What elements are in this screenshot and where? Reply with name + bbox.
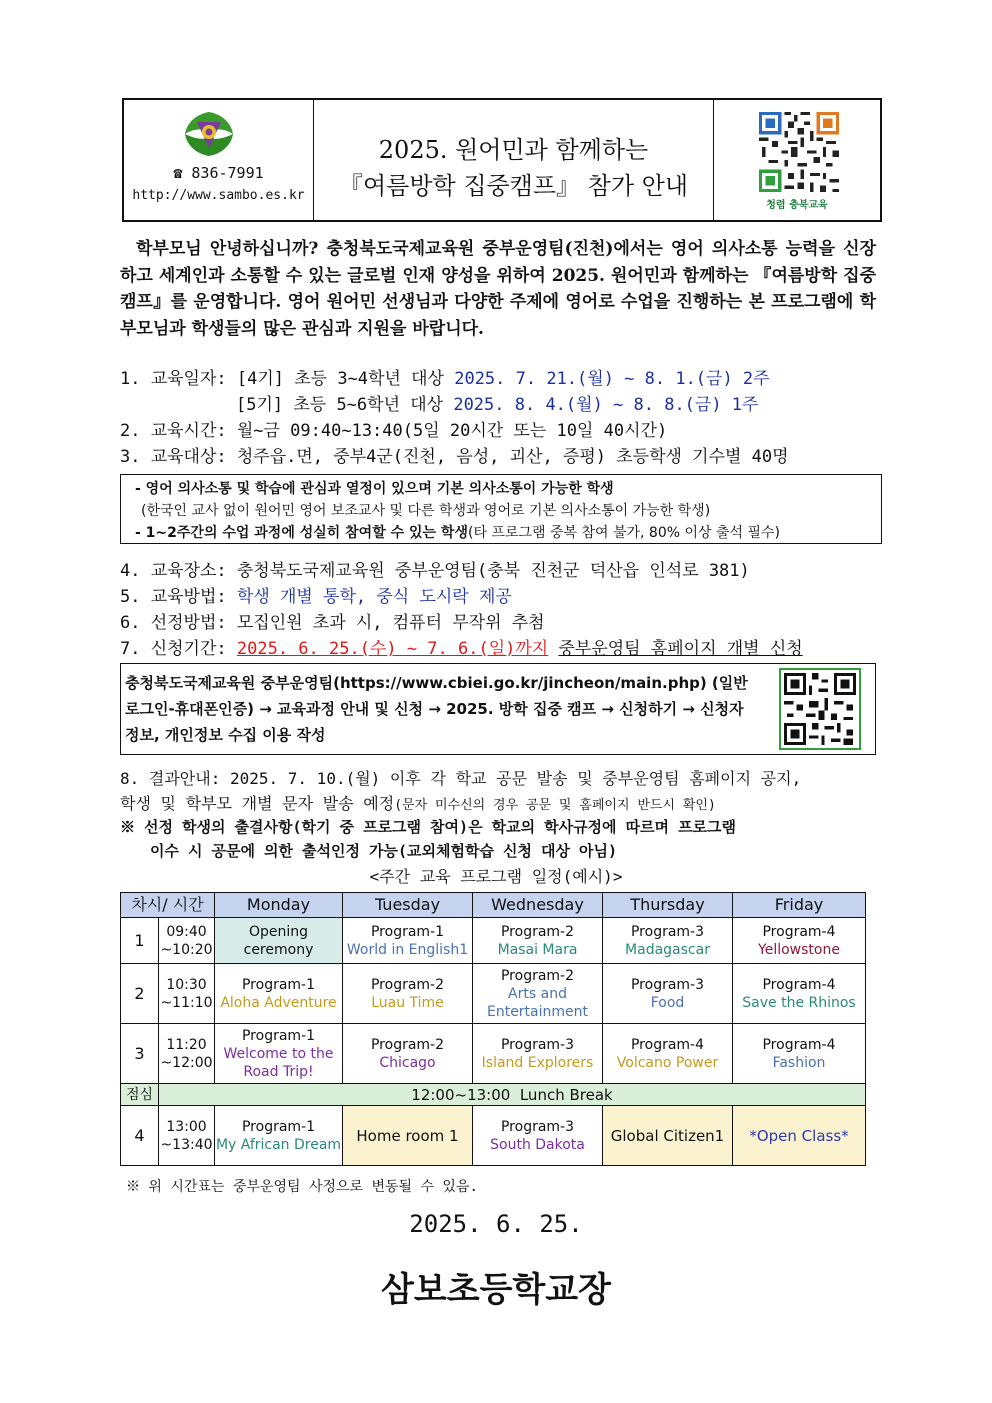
qr-panel (714, 100, 880, 220)
item-1-label: 1. 교육일자: (120, 369, 227, 389)
title-line-1: 2025. 원어민과 함께하는 (378, 136, 649, 164)
program-topic: Chicago (379, 1054, 436, 1071)
program-topic: My African Dream (215, 1136, 342, 1153)
time-start: 11:20 (166, 1036, 207, 1053)
result-2-sub: (문자 미수신의 경우 공문 및 홈페이지 반드시 확인) (394, 798, 716, 813)
period-number: 1 (121, 918, 159, 964)
cell-thu: Global Citizen1 (603, 1106, 733, 1166)
program-no: Program-2 (370, 1036, 445, 1053)
target-note-3 (135, 522, 780, 542)
target-note-1: - 영어 의사소통 및 학습에 관심과 열정이 있으며 기본 의사소통이 가능한 학생 (135, 481, 614, 497)
time-start: 10:30 (166, 976, 207, 993)
program-topic: Aloha Adventure (220, 994, 337, 1011)
cell-tue (343, 1024, 473, 1084)
document-title (314, 100, 714, 220)
item-5-value: 학생 개별 통학, 중식 도시락 제공 (236, 587, 512, 607)
header-period: 차시/ 시간 (121, 893, 215, 918)
cell-mon (215, 964, 343, 1024)
time-end: ~13:40 (160, 1136, 213, 1153)
apply-dates: 2025. 6. 25.(수) ~ 7. 6.(일)까지 (236, 639, 549, 659)
period-number: 4 (121, 1106, 159, 1166)
cell-mon (215, 1024, 343, 1084)
cell-thu (603, 918, 733, 964)
period-number: 2 (121, 964, 159, 1024)
program-no: Program-2 (370, 976, 445, 993)
lunch-label: 점심 (121, 1084, 159, 1106)
session5-dates: 2025. 8. 4.(월) ~ 8. 8.(금) 1주 (453, 395, 759, 415)
lunch-break: 12:00~13:00 Lunch Break (159, 1084, 866, 1106)
header-tuesday: Tuesday (343, 893, 473, 918)
item-8-result-1: 8. 결과안내: 2025. 7. 10.(월) 이후 각 학교 공문 발송 및 중부운영팀 홈페이지 공지, (120, 769, 802, 788)
cell-tue: Home room 1 (343, 1106, 473, 1166)
item-7-apply (120, 634, 803, 659)
program-no: Program-1 (370, 923, 445, 940)
period-time (159, 1106, 215, 1166)
cell-wed (473, 964, 603, 1024)
program-no: Program-1 (241, 1027, 316, 1044)
item-2-time: 2. 교육시간: 월~금 09:40~13:40(5일 20시간 또는 10일 40시간) (120, 421, 668, 441)
cell-wed (473, 1024, 603, 1084)
time-start: 09:40 (166, 923, 207, 940)
apply-steps: 충청북도국제교육원 중부운영팀(https://www.cbiei.go.kr/jincheon/main.php) (일반로그인-휴대폰인증) → 교육과정 안내 및 신청 → 2025. 방학 집중 캠프 → 신청하기 → 신청자 정보, 개인정보 수집 이용 작성 (125, 674, 748, 744)
program-topic: Luau Time (371, 994, 444, 1011)
program-topic: Masai Mara (497, 941, 578, 958)
item-5-method (120, 582, 512, 607)
school-website: http://www.sambo.es.kr (132, 188, 305, 203)
school-info (124, 100, 314, 220)
cell-fri (733, 964, 866, 1024)
table-header-row (121, 893, 866, 918)
cell-fri (733, 1024, 866, 1084)
cell-mon: Opening ceremony (215, 918, 343, 964)
item-4-place: 4. 교육장소: 충청북도국제교육원 중부운영팀(충북 진천군 덕산읍 인석로 381) (120, 561, 750, 581)
time-end: ~11:10 (160, 994, 213, 1011)
session5-target: [5기] 초등 5~6학년 대상 (236, 395, 444, 415)
qr-caption: 청렴 충북교육 (766, 200, 828, 211)
cell-thu (603, 1024, 733, 1084)
program-no: Program-4 (762, 1036, 836, 1053)
program-topic: Volcano Power (616, 1054, 719, 1071)
program-topic: Arts and Entertainment (486, 985, 589, 1020)
lunch-row (121, 1084, 866, 1106)
apply-where: 중부운영팀 홈페이지 개별 신청 (558, 639, 803, 659)
program-topic: Food (650, 994, 685, 1011)
weekly-schedule-table (120, 892, 866, 1166)
apply-qr-code-icon (779, 668, 861, 750)
time-end: ~12:00 (160, 1054, 213, 1071)
program-topic: Island Explorers (481, 1054, 594, 1071)
title-line-2: 『여름방학 집중캠프』 참가 안내 (338, 172, 689, 200)
program-no: Program-3 (630, 923, 705, 940)
cell-tue (343, 918, 473, 964)
program-topic: World in English1 (346, 941, 469, 958)
phone-number: ☎ 836-7991 (173, 164, 264, 182)
schedule-footnote: ※ 위 시간표는 중부운영팀 사정으로 변동될 수 있음. (126, 1179, 478, 1195)
time-start: 13:00 (166, 1118, 207, 1135)
program-no: Program-4 (630, 1036, 705, 1053)
item-1-session5 (236, 390, 758, 415)
header-wednesday: Wednesday (473, 893, 603, 918)
apply-instructions-box (120, 663, 876, 755)
program-no: Program-3 (500, 1036, 575, 1053)
caution-line-2: 이수 시 공문에 의한 출석인정 가능(교외체험학습 신청 대상 아님) (150, 842, 618, 860)
header-box (122, 98, 882, 222)
item-3-target: 3. 교육대상: 청주읍.면, 중부4군(진천, 음성, 괴산, 증평) 초등학생 기수별 40명 (120, 447, 789, 467)
time-end: ~10:20 (160, 941, 213, 958)
header-friday: Friday (733, 893, 866, 918)
table-row (121, 1024, 866, 1084)
intro-paragraph: 학부모님 안녕하십니까? 충청북도국제교육원 중부운영팀(진천)에서는 영어 의사소통 능력을 신장하고 세계인과 소통할 수 있는 글로벌 인재 양성을 위하여 2025. 원어민과 함께하는 『여름방학 집중캠프』를 운영합니다. 영어 원어민 선생님과 다양한 주제에 영어로 수업을 진행하는 본 프로그램에 학부모님과 학생들의 많은 관심과 지원을 바랍니다. (120, 239, 876, 339)
cell-wed (473, 918, 603, 964)
item-7-label: 7. 신청기간: (120, 639, 227, 659)
program-topic: Welcome to the Road Trip! (223, 1045, 334, 1080)
program-topic: South Dakota (490, 1136, 585, 1153)
period-number: 3 (121, 1024, 159, 1084)
program-no: Program-1 (241, 976, 316, 993)
cell-thu (603, 964, 733, 1024)
program-topic: Madagascar (625, 941, 710, 958)
cell-wed (473, 1106, 603, 1166)
item-5-label: 5. 교육방법: (120, 587, 227, 607)
result-2-main: 학생 및 학부모 개별 문자 발송 예정 (120, 794, 395, 813)
target-note-box (120, 474, 882, 544)
period-time (159, 964, 215, 1024)
cell-tue (343, 964, 473, 1024)
target-note-3-main: - 1~2주간의 수업 과정에 성실히 참여할 수 있는 학생 (135, 525, 468, 541)
program-no: Program-2 (500, 923, 575, 940)
program-topic: Save the Rhinos (742, 994, 856, 1011)
qr-code-icon (750, 112, 848, 192)
program-no: Program-3 (630, 976, 705, 993)
session4-dates: 2025. 7. 21.(월) ~ 8. 1.(금) 2주 (454, 369, 770, 389)
cell-fri (733, 918, 866, 964)
table-row (121, 964, 866, 1024)
period-time (159, 918, 215, 964)
document-date: 2025. 6. 25. (409, 1210, 583, 1238)
target-note-2: (한국인 교사 없이 원어민 영어 보조교사 및 다른 학생과 영어로 기본 의사소통이 가능한 학생) (141, 503, 711, 519)
program-no: Program-4 (762, 976, 836, 993)
schedule-title: <주간 교육 프로그램 일정(예시)> (369, 867, 623, 886)
caution-line-1: ※ 선정 학생의 출결사항(학기 중 프로그램 참여)은 학교의 학사규정에 따르며 프로그램 (120, 818, 737, 836)
cell-mon (215, 1106, 343, 1166)
program-topic: Fashion (772, 1054, 826, 1071)
item-6-selection: 6. 선정방법: 모집인원 초과 시, 컴퓨터 무작위 추첨 (120, 613, 545, 633)
program-no: Program-4 (762, 923, 836, 940)
program-no: Program-3 (500, 1118, 575, 1135)
header-monday: Monday (215, 893, 343, 918)
table-row (121, 1106, 866, 1166)
program-no: Program-2 (500, 967, 575, 984)
school-logo-icon (179, 108, 239, 160)
session4-target: [4기] 초등 3~4학년 대상 (236, 369, 444, 389)
target-note-3-sub: (타 프로그램 중복 참여 불가, 80% 이상 출석 필수) (467, 525, 780, 541)
principal-signature: 삼보초등학교장 (381, 1270, 611, 1310)
program-topic: Yellowstone (758, 941, 840, 958)
table-row (121, 918, 866, 964)
period-time (159, 1024, 215, 1084)
item-8-result-2 (120, 791, 716, 814)
cell-fri: *Open Class* (733, 1106, 866, 1166)
header-thursday: Thursday (603, 893, 733, 918)
program-no: Program-1 (241, 1118, 316, 1135)
item-1-session4 (120, 364, 770, 389)
